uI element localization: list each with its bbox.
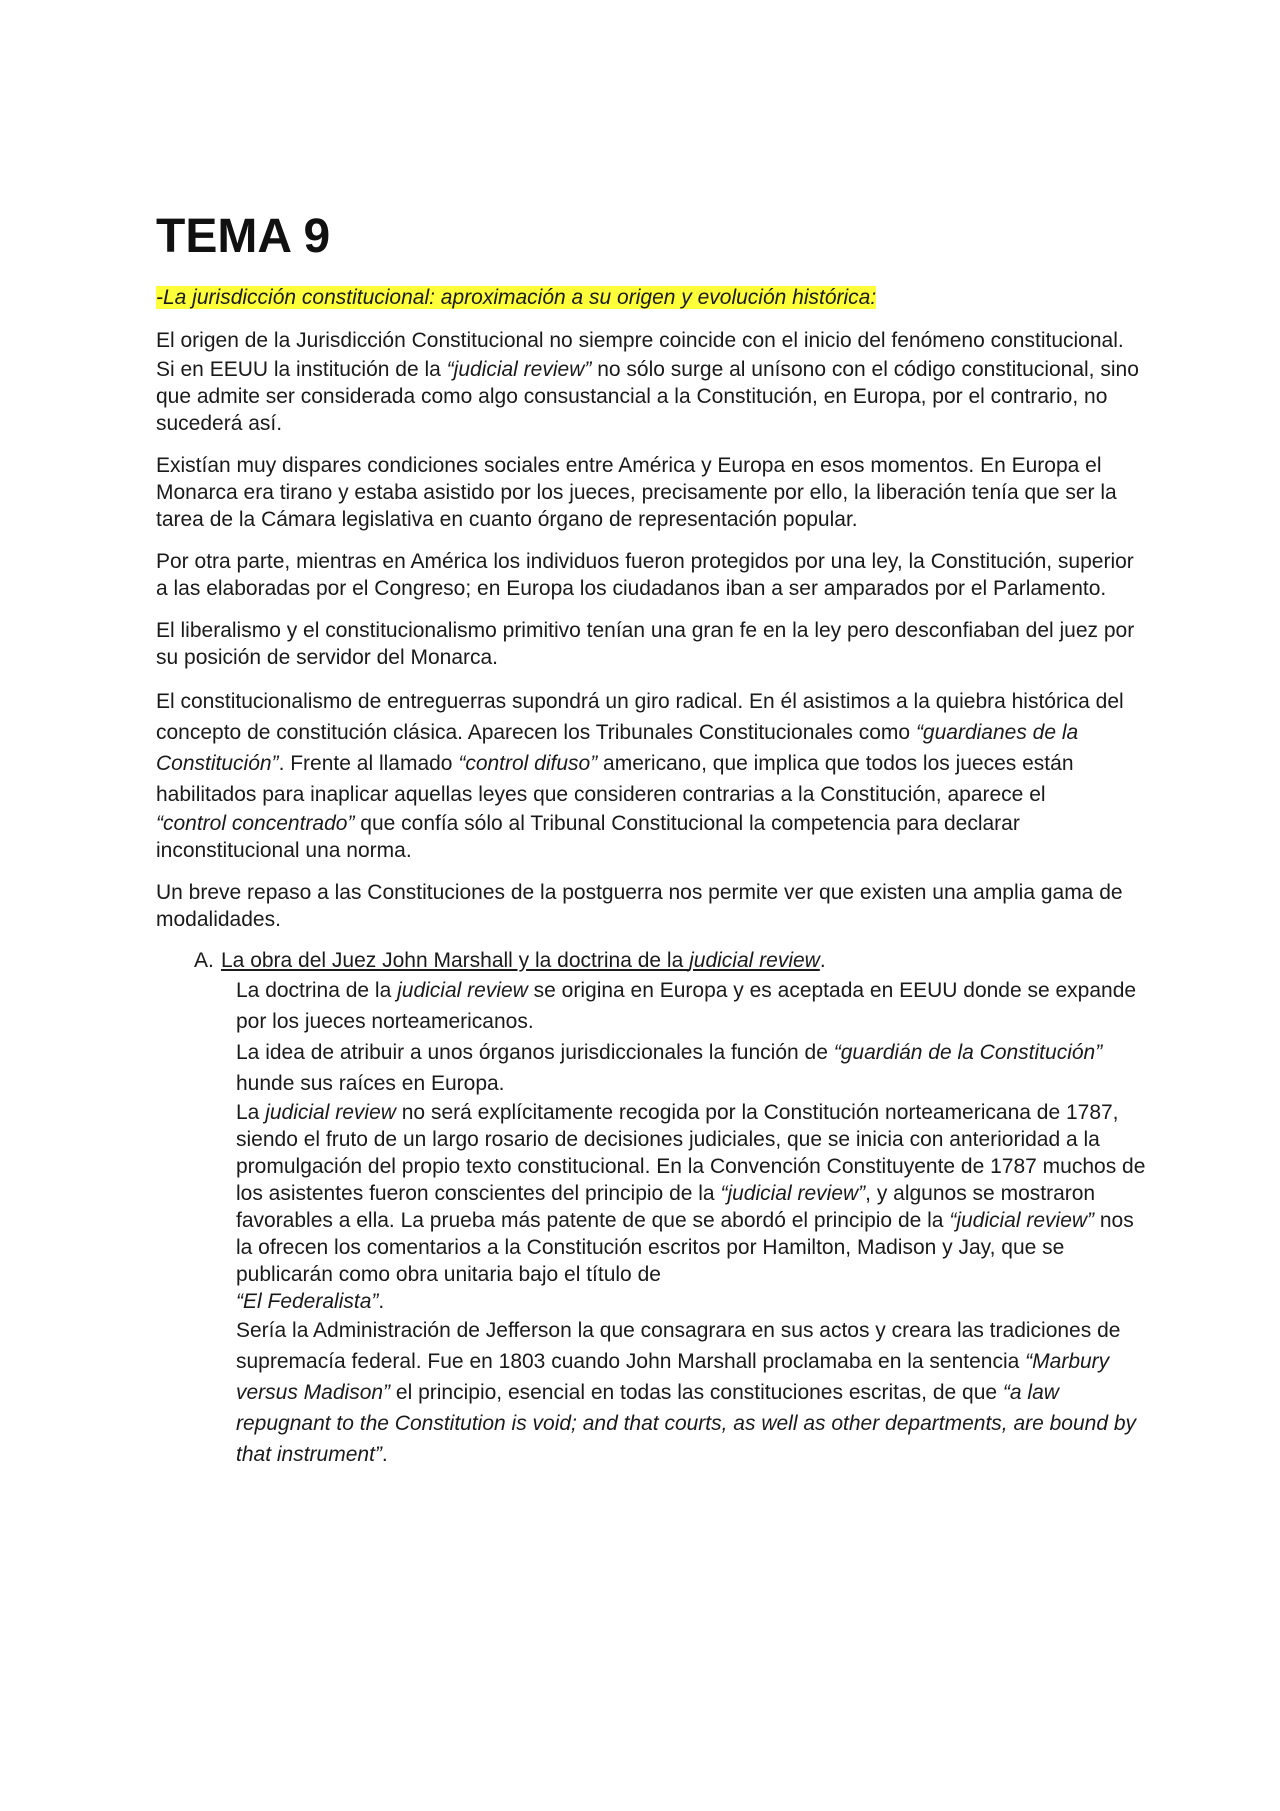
text-run: . [378,1290,385,1313]
paragraph-control-concentrado [156,810,1146,864]
text-run: nos la ofrecen los comentarios a la Constitución escritos por Hamilton, Madison y Jay, que se publicarán como obra unitaria bajo el título de [236,1209,1134,1286]
text-run: . [819,949,826,972]
text-run: que confía sólo al Tribunal Constitucional la competencia para declarar inconstitucional una norma. [156,812,1020,862]
italic-term: “guardianes de la Constitución” [156,721,1079,775]
text-run: el principio, esencial en todas las constituciones escritas, de que [390,1381,1003,1404]
text-run: no sólo surge al unísono con el código constitucional, sino que admite ser considerada como algo consustancial a la Constitución, en Europa, por el contrario, no sucederá así. [156,358,1139,435]
list-item-a-body [236,975,1146,1470]
italic-term: judicial review [265,1101,396,1124]
list-item-title [221,949,820,972]
list-marker: A. [194,949,214,972]
text-run: . Frente al llamado [278,752,459,775]
text-run: hunde sus raíces en Europa. [236,1072,505,1095]
text-run: La obra del Juez John Marshall y la doctrina de la [221,949,690,972]
text-run: Si en EEUU la institución de la [156,358,447,381]
text-run: Sería la Administración de Jefferson la que consagrara en sus actos y creara las tradiciones de supremacía federal. Fue en 1803 cuando John Marshall proclamaba en la sentencia [236,1319,1121,1373]
text-run: , y algunos se mostraron favorables a ella. La prueba más patente de que se abordó el principio de la [236,1182,1096,1232]
italic-term: “El Federalista” [236,1290,379,1313]
italic-term: “guardián de la Constitución” [833,1041,1103,1064]
italic-term: “control difuso” [458,752,598,775]
text-run: La doctrina de la [236,979,398,1002]
list-item-a-heading [194,947,1146,975]
text-run: no será explícitamente recogida por la Constitución norteamericana de 1787, siendo el fruto de un largo rosario de decisiones judiciales, que se inicia con anterioridad a la promulgación del propio texto constitucional. En la Convención Constituyente de 1787 muchos de los asistentes fueron conscientes del principio de la [236,1101,1146,1205]
italic-term: “judicial review” [446,358,592,381]
paragraph-liberalism: El liberalismo y el constitucionalismo primitivo tenían una gran fe en la ley pero desconfiaban del juez por su posición de servidor del Monarca. [156,619,1135,669]
ordered-list [156,947,1146,1470]
text-run: La idea de atribuir a unos órganos jurisdiccionales la función de [236,1041,834,1064]
text-run: El constitucionalismo de entreguerras supondrá un giro radical. En él asistimos a la quiebra histórica del concepto de constitución clásica. Aparecen los Tribunales Constitucionales como [156,690,1124,744]
paragraph-social-conditions: Existían muy dispares condiciones sociales entre América y Europa en esos momentos. En Europa el Monarca era tirano y estaba asistido por los jueces, precisamente por ello, la liberación tenía que ser la tarea de la Cámara legislativa en cuanto órgano de representación popular. [156,454,1117,531]
paragraph-marbury [236,1315,1146,1470]
paragraph-protection: Por otra parte, mientras en América los individuos fueron protegidos por una ley, la Constitución, superior a las elaboradas por el Congreso; en Europa los ciudadanos iban a ser amparados por el Parlamento. [156,550,1134,600]
highlighted-subtitle: -La jurisdicción constitucional: aproximación a su origen y evolución histórica: [156,286,877,309]
paragraph-postguerra: Un breve repaso a las Constituciones de la postguerra nos permite ver que existen una amplia gama de modalidades. [156,881,1123,931]
paragraph-entreguerras [156,686,1146,810]
text-run: se origina en Europa y es aceptada en EEUU donde se expande por los jueces norteamericanos. [236,979,1137,1033]
text-run: americano, que implica que todos los jueces están habilitados para inaplicar aquellas leyes que consideren contrarias a la Constitución, aparece el [156,752,1074,806]
italic-term: “Marbury versus Madison” [236,1350,1110,1404]
paragraph-guardian [236,1037,1146,1099]
italic-term: “control concentrado” [156,812,355,835]
italic-term: judicial review [397,979,528,1002]
paragraph-doctrine-origin [236,975,1146,1037]
italic-term: “judicial review” [949,1209,1095,1232]
page-title: TEMA 9 [156,210,331,263]
paragraph-origin: El origen de la Jurisdicción Constitucional no siempre coincide con el inicio del fenómeno constitucional. [156,329,1124,352]
text-run: . [381,1443,388,1466]
section-subtitle-line [156,283,1146,313]
paragraph-constitution-1787 [236,1099,1146,1288]
text-run: La [236,1101,266,1124]
paragraph-federalista [236,1288,1146,1315]
italic-quote: “a law repugnant to the Constitution is void; and that courts, as well as other departments, are bound by that instrument” [236,1381,1137,1466]
italic-term: judicial review [689,949,820,972]
document-body [156,205,1146,1470]
paragraph-judicial-review-eeuu [156,356,1146,437]
italic-term: “judicial review” [720,1182,866,1205]
